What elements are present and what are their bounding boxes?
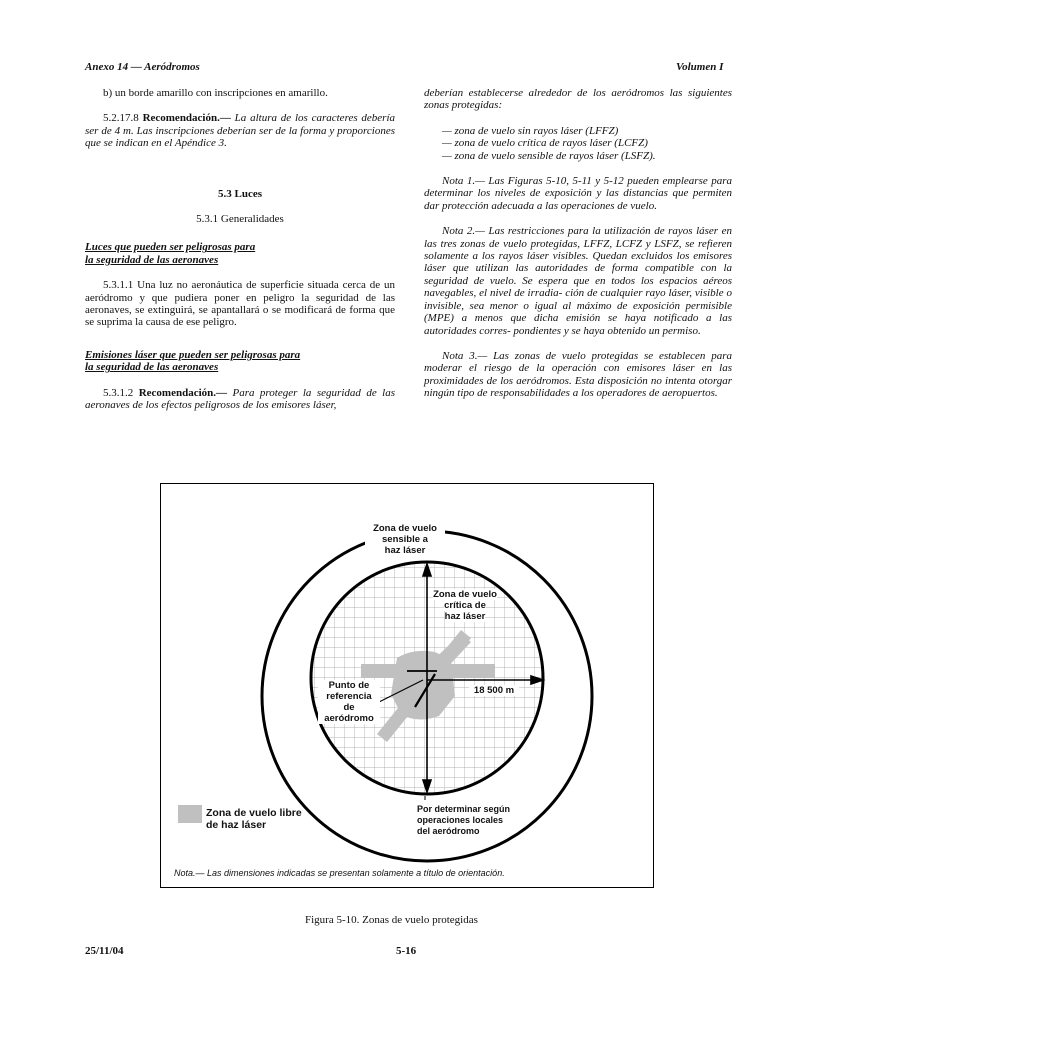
- footer-date: 25/11/04: [85, 945, 124, 957]
- zone-lcfz: — zona de vuelo crítica de rayos láser (LCFZ): [442, 137, 648, 150]
- label-critical-zone: [425, 589, 505, 622]
- label-arp-line3: de: [343, 702, 355, 713]
- label-arp-line1: Punto de: [328, 680, 370, 691]
- label-local-line2: operaciones locales: [417, 815, 504, 825]
- label-local-ops: [417, 804, 537, 837]
- recommendation-label: Recomendación.—: [138, 386, 228, 399]
- label-sensitive-line1: Zona de vuelo: [373, 523, 437, 534]
- zone-lffz: — zona de vuelo sin rayos láser (LFFZ): [442, 124, 619, 137]
- paragraph-5-3-1-2: [85, 387, 395, 412]
- zones-intro: deberían establecerse alrededor de los aeródromos las siguientes zonas protegidas:: [424, 87, 732, 112]
- label-critical-line3: haz láser: [444, 611, 486, 622]
- heading-laser-line2: la seguridad de las aeronaves: [85, 361, 219, 374]
- label-radius: 18 500 m: [469, 685, 519, 696]
- note-1: Nota 1.— Las Figuras 5-10, 5-11 y 5-12 pueden emplearse para determinar los niveles de exposición y las distancias que permiten dar protección adecuada a las operaciones de vuelo.: [424, 175, 732, 212]
- paragraph-5-3-1-1: 5.3.1.1 Una luz no aeronáutica de superficie situada cerca de un aeródromo y que pudiera poner en peligro la seguridad de las aeronaves, se extinguirá, se apantallará o se modificará de forma que se suprima la causa de ese peligro.: [85, 279, 395, 329]
- para-text: La altura de los caracteres debería ser de 4 m. Las inscripciones deberían ser de la forma y proporciones que se indican en el Apéndice 3.: [85, 112, 396, 150]
- figure-note: Nota.— Las dimensiones indicadas se presentan solamente a título de orientación.: [174, 868, 505, 878]
- legend-line1: Zona de vuelo libre: [206, 807, 302, 819]
- label-critical-line1: Zona de vuelo: [433, 589, 497, 600]
- zone-lsfz: — zona de vuelo sensible de rayos láser (LSFZ).: [442, 149, 656, 162]
- heading-lights-line2: la seguridad de las aeronaves: [85, 253, 219, 266]
- note-3: Nota 3.— Las zonas de vuelo protegidas se establecen para moderar el riesgo de la operación con emisores láser en las proximidades de los aeródromos. Esta disposición no intenta otorgar ningún tipo de responsabilidades a los operadores de aeropuertos.: [424, 349, 732, 400]
- section-title: 5.3 Luces: [218, 187, 262, 200]
- label-arp-line2: referencia: [326, 691, 372, 702]
- label-sensitive-line2: sensible a: [382, 534, 428, 545]
- recommendation-label: Recomendación.—: [142, 112, 231, 125]
- note-2: Nota 2.— Las restricciones para la utilización de rayos láser en las tres zonas de vuelo protegidas, LFFZ, LCFZ y LSFZ, se refieren solamente a los rayos láser visibles. Quedan excluidos los emisores láser que utilizan las autoridades de forma compatible con la seguridad de vuelo. Se espera que en todos los espacios aéreos navegables, el nivel de irradia- ción de cualquier rayo láser, visible o invisible, sea menor o igual al máximo de exposición permisible (MPE) a menos que dicha emisión se haya notificado a las autoridades corres- pondientes y se haya obtenido un permiso.: [424, 225, 732, 337]
- right-column: [424, 87, 732, 400]
- paragraph-5-2-17-8: [85, 112, 395, 149]
- label-arp: [318, 680, 380, 724]
- label-sensitive-line3: haz láser: [384, 545, 426, 556]
- para-text: Para proteger la seguridad de las aeronaves de los efectos peligrosos de los emisores láser,: [85, 386, 396, 412]
- item-b: b) un borde amarillo con inscripciones en amarillo.: [103, 87, 328, 99]
- heading-lights-line1: Luces que pueden ser peligrosas para: [85, 241, 256, 254]
- label-local-line3: del aeródromo: [417, 826, 480, 836]
- subsection-title: 5.3.1 Generalidades: [196, 213, 284, 226]
- footer-page: 5-16: [396, 945, 417, 957]
- figure-caption: Figura 5-10. Zonas de vuelo protegidas: [305, 914, 478, 926]
- figure-laser-zones: [160, 483, 654, 888]
- left-column: [85, 87, 395, 412]
- label-local-line1: Por determinar según: [417, 804, 511, 814]
- header-left: Anexo 14 — Aeródromos: [85, 61, 200, 73]
- legend-label: [206, 807, 326, 831]
- heading-lights: [85, 241, 395, 266]
- label-sensitive-zone: [365, 523, 445, 556]
- para-number: 5.2.17.8: [103, 112, 143, 125]
- label-critical-line2: crítica de: [444, 600, 486, 611]
- label-arp-line4: aeródromo: [324, 713, 374, 724]
- para-number: 5.3.1.2: [103, 386, 139, 399]
- legend-line2: de haz láser: [206, 819, 267, 831]
- heading-laser: [85, 349, 395, 374]
- legend-swatch: [178, 805, 202, 823]
- header-right: Volumen I: [676, 61, 724, 73]
- heading-laser-line1: Emisiones láser que pueden ser peligrosas para: [85, 348, 301, 361]
